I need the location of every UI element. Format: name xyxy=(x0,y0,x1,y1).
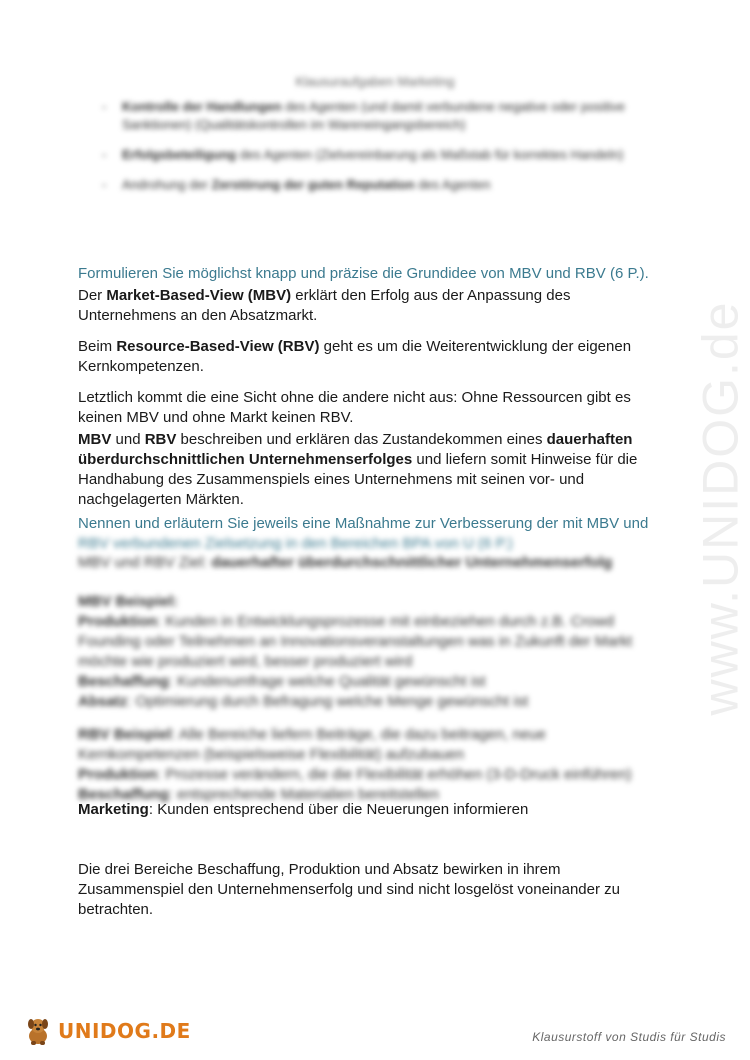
bullet-text: des Agenten xyxy=(414,177,491,192)
mbv-example-item xyxy=(78,612,668,672)
mbv-example-item xyxy=(78,692,668,712)
text-segment: und xyxy=(111,431,145,448)
mbv-post: erklärt den Erfolg aus der Anpassung des Unternehmens an den Absatzmarkt. xyxy=(78,287,571,324)
item-text: : entsprechende Materialien bereitstellen xyxy=(168,786,440,803)
item-label: Beschaffung xyxy=(78,673,169,690)
rbv-pre: Beim xyxy=(78,338,117,355)
item-label: Beschaffung xyxy=(78,786,169,803)
mbv-rbv-paragraph xyxy=(78,430,668,510)
ziel-pre: MBV und RBV Ziel: xyxy=(78,554,212,571)
dog-icon xyxy=(22,1016,54,1046)
footer-slogan: Klausurstoff von Studis für Studis xyxy=(532,1030,726,1044)
mbv-pre: Der xyxy=(78,287,107,304)
watermark-text: www.UNIDOG.de xyxy=(692,300,748,716)
text-segment: beschreiben und erklären das Zustandekommen eines xyxy=(176,431,547,448)
rbv-term: Resource-Based-View (RBV) xyxy=(116,338,320,355)
item-text: : Prozesse verändern, die die Flexibilität erhöhen (3-D-Druck einführen) xyxy=(157,766,632,783)
rbv-paragraph xyxy=(78,337,668,377)
item-label: Produktion xyxy=(78,766,158,783)
mbv-example-heading: MBV Beispiel: xyxy=(78,593,179,610)
page-header-title: Klausuraufgaben Marketing xyxy=(295,74,455,89)
rbv-post: geht es um die Weiterentwicklung der eigenen Kernkompetenzen. xyxy=(78,338,632,375)
rbv-example-heading: RBV Beispiel xyxy=(78,726,172,743)
mbv-example xyxy=(78,592,668,712)
term-mbv: MBV xyxy=(78,431,112,448)
item-text: : Optimierung durch Befragung welche Menge gewünscht ist xyxy=(127,693,529,710)
item-label: Absatz xyxy=(78,693,128,710)
bullet-bold: Erfolgsbeteiligung xyxy=(122,147,237,162)
item-label: Produktion xyxy=(78,613,158,630)
bullet-bold: Kontrolle der Handlungen xyxy=(122,99,282,114)
watermark xyxy=(690,278,750,738)
rbv-example-intro-text: : Alle Bereiche liefern Beiträge, die dazu beitragen, neue Kernkompetenzen (beispielsweise Flexibilität) aufzubauen xyxy=(78,726,546,763)
mbv-paragraph xyxy=(78,286,668,326)
text-segment: und liefern somit Hinweise für die Handhabung des Zusammenspiels eines Unternehmens mit seinen vor- und nachgelagerten Märkten. xyxy=(78,451,638,508)
mbv-example-item xyxy=(78,672,668,692)
marketing-text: : Kunden entsprechend über die Neuerungen informieren xyxy=(148,801,529,818)
term-erfolg: dauerhaften überdurchschnittlichen Unternehmenserfolges xyxy=(78,431,633,468)
bullet-item: - Kontrolle der Handlungen des Agenten (und damit verbundene negative oder positive Sanktionen) (Qualitätskontrollen im Wareneingangsbereich) xyxy=(102,99,625,132)
marketing-line xyxy=(78,800,668,820)
item-text: : Kundenumfrage welche Qualität gewünscht ist xyxy=(168,673,486,690)
bullet-list xyxy=(96,98,656,206)
rbv-example-item xyxy=(78,765,668,785)
unidog-logo[interactable] xyxy=(22,1016,191,1046)
bullet-bold: Zerstörung der guten Reputation xyxy=(211,177,415,192)
bullet-item: - Androhung der Zerstörung der guten Reputation des Agenten xyxy=(102,177,491,192)
bullet-pre: Androhung der xyxy=(122,177,212,192)
letztlich-paragraph: Letztlich kommt die eine Sicht ohne die andere nicht aus: Ohne Ressourcen gibt es keinen MBV und ohne Markt keinen RBV. xyxy=(78,389,631,426)
bullet-text: des Agenten (und damit verbundene negative oder positive Sanktionen) (Qualitätskontrollen im Wareneingangsbereich) xyxy=(122,99,625,132)
logo-text: UNIDOG.DE xyxy=(58,1019,191,1043)
ziel-bold: dauerhafter überdurchschnittlicher Unternehmenserfolg xyxy=(211,554,613,571)
rbv-example-intro xyxy=(78,725,668,765)
question-2-line-2: RBV verbundenen Zielsetzung in den Bereichen BPA von U (6 P.) xyxy=(78,535,513,552)
mbv-term: Market-Based-View (MBV) xyxy=(106,287,292,304)
rbv-example xyxy=(78,725,668,805)
ziel-line xyxy=(78,553,668,573)
question-1: Formulieren Sie möglichst knapp und präzise die Grundidee von MBV und RBV (6 P.). xyxy=(78,265,649,282)
item-text: : Kunden in Entwicklungsprozesse mit einbeziehen durch z.B. Crowd Founding oder Teilnehmen an Innovationsveranstaltungen was in Zukunft der Markt möchte wie produziert wird, besser produziert wird xyxy=(78,613,633,670)
question-2-line-1: Nennen und erläutern Sie jeweils eine Maßnahme zur Verbesserung der mit MBV und xyxy=(78,515,649,532)
bullet-text: des Agenten (Zielvereinbarung als Maßstab für korrektes Handeln) xyxy=(236,147,624,162)
term-rbv: RBV xyxy=(144,431,177,448)
conclusion-paragraph: Die drei Bereiche Beschaffung, Produktion und Absatz bewirken in ihrem Zusammenspiel den Unternehmenserfolg und sind nicht losgelöst voneinander zu betrachten. xyxy=(78,861,620,918)
marketing-label: Marketing xyxy=(78,801,149,818)
bullet-item: - Erfolgsbeteiligung des Agenten (Zielvereinbarung als Maßstab für korrektes Handeln) xyxy=(102,147,624,162)
